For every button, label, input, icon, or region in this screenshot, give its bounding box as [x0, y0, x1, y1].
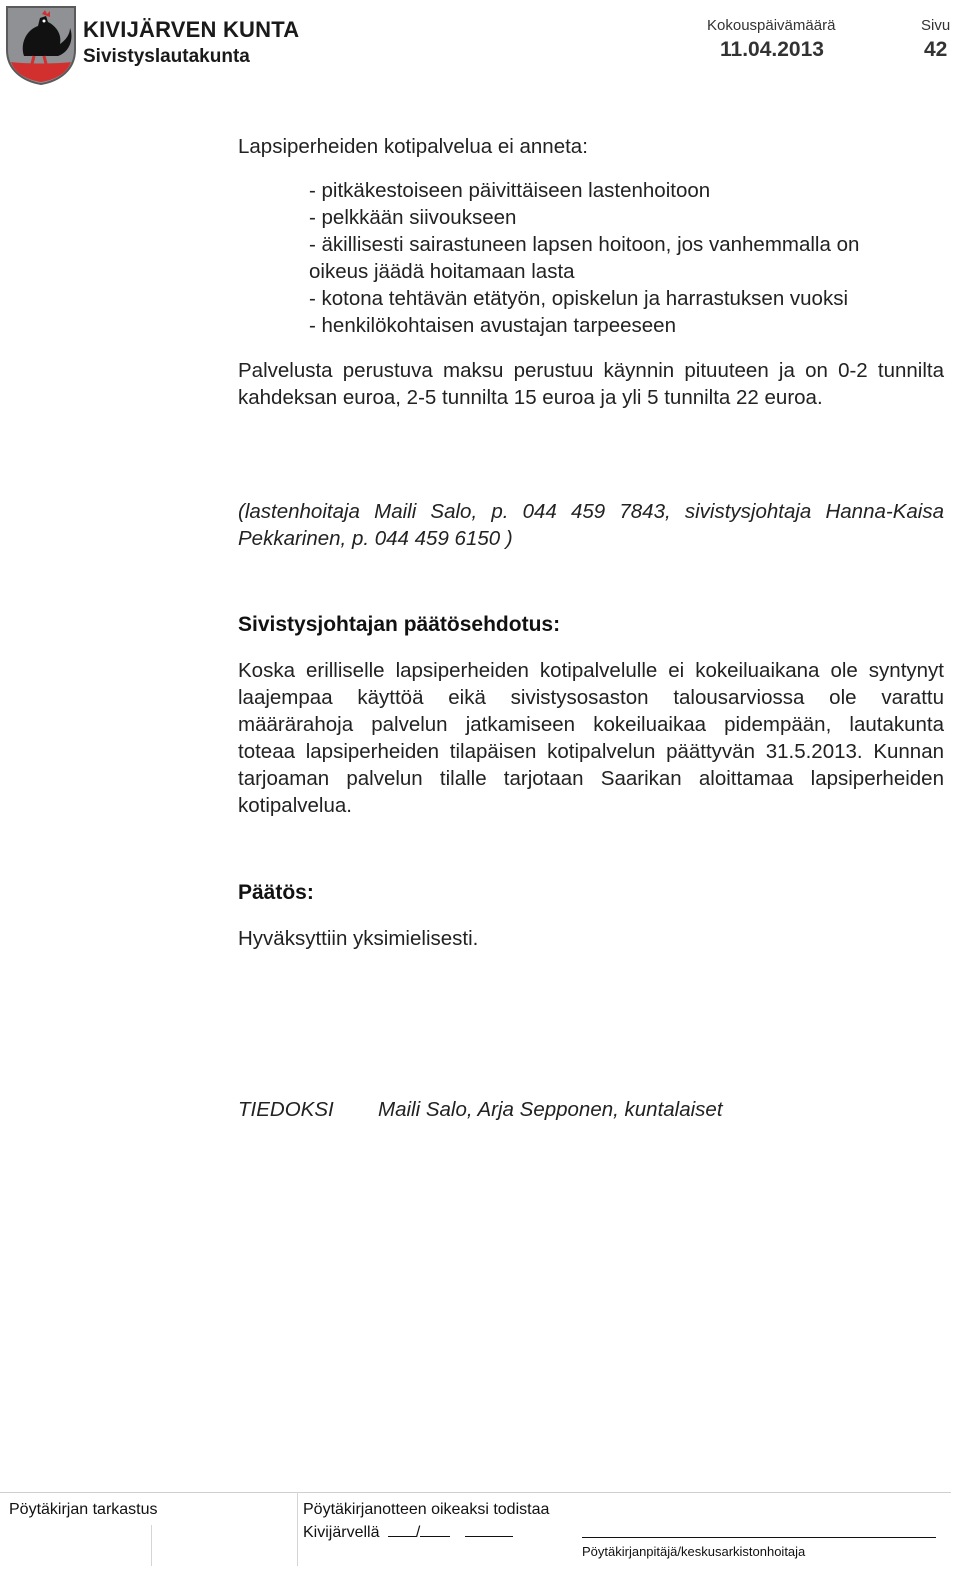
notify-recipients: Maili Salo, Arja Sepponen, kuntalaiset	[378, 1098, 723, 1121]
proposal-text: Koska erilliselle lapsiperheiden kotipalvelulle ei kokeiluaikana ole syntynyt laajempaa käyttöä eikä sivistysosaston talousarviossa ole varattu määrärahoja palvelun jatkamiseen kokeiluaikaa pidempään, lautakunta toteaa lapsiperheiden tilapäisen kotipalvelun päättyvän 31.5.2013. Kunnan tarjoaman palvelun tilalle tarjotaan Saarikan aloittamaa lapsiperheiden kotipalvelua.	[238, 659, 944, 817]
page-number-label: Sivu	[921, 17, 951, 34]
meeting-date-label: Kokouspäivämäärä	[707, 17, 836, 34]
decision-text: Hyväksyttiin yksimielisesti.	[238, 927, 479, 950]
footer-certify-label: Pöytäkirjanotteen oikeaksi todistaa	[303, 1501, 550, 1518]
footer-signer-role: Pöytäkirjanpitäjä/keskusarkistonhoitaja	[582, 1544, 806, 1559]
footer-divider	[151, 1525, 152, 1566]
decision-heading: Päätös:	[238, 881, 314, 904]
date-separator: /	[415, 1524, 421, 1541]
fee-paragraph: Palvelusta perustuva maksu perustuu käynnin pituuteen ja on 0-2 tunnilta kahdeksan euroa, 2-5 tunnilta 15 euroa ja yli 5 tunnilta 22 euroa.	[238, 359, 944, 409]
list-item: - kotona tehtävän etätyön, opiskelun ja harrastuksen vuoksi	[309, 287, 849, 310]
coat-of-arms-rooster-icon	[4, 4, 78, 86]
year-blank	[465, 1522, 513, 1537]
list-item: oikeus jäädä hoitamaan lasta	[309, 260, 575, 283]
notify-label: TIEDOKSI	[238, 1098, 334, 1121]
organization-name: KIVIJÄRVEN KUNTA	[83, 17, 300, 42]
footer-check-label: Pöytäkirjan tarkastus	[9, 1501, 158, 1518]
page-number-value: 42	[924, 38, 948, 61]
exclusion-list	[309, 177, 949, 339]
footer-place-name: Kivijärvellä	[303, 1524, 380, 1541]
day-blank	[388, 1522, 416, 1537]
footer-place	[303, 1522, 513, 1542]
footer-divider	[297, 1492, 298, 1566]
month-blank	[420, 1522, 450, 1537]
signature-line	[582, 1537, 936, 1538]
proposal-heading: Sivistysjohtajan päätösehdotus:	[238, 613, 561, 636]
contact-info: (lastenhoitaja Maili Salo, p. 044 459 7843, sivistysjohtaja Hanna-Kaisa Pekkarinen, p. 044 459 6150 )	[238, 500, 944, 550]
list-item: - äkillisesti sairastuneen lapsen hoitoon, jos vanhemmalla on	[309, 233, 860, 256]
intro-text: Lapsiperheiden kotipalvelua ei anneta:	[238, 135, 588, 158]
meeting-date-value: 11.04.2013	[720, 38, 824, 61]
list-item: - pitkäkestoiseen päivittäiseen lastenhoitoon	[309, 179, 711, 202]
list-item: - pelkkään siivoukseen	[309, 206, 517, 229]
list-item: - henkilökohtaisen avustajan tarpeeseen	[309, 314, 676, 337]
organization-unit: Sivistyslautakunta	[83, 46, 250, 67]
